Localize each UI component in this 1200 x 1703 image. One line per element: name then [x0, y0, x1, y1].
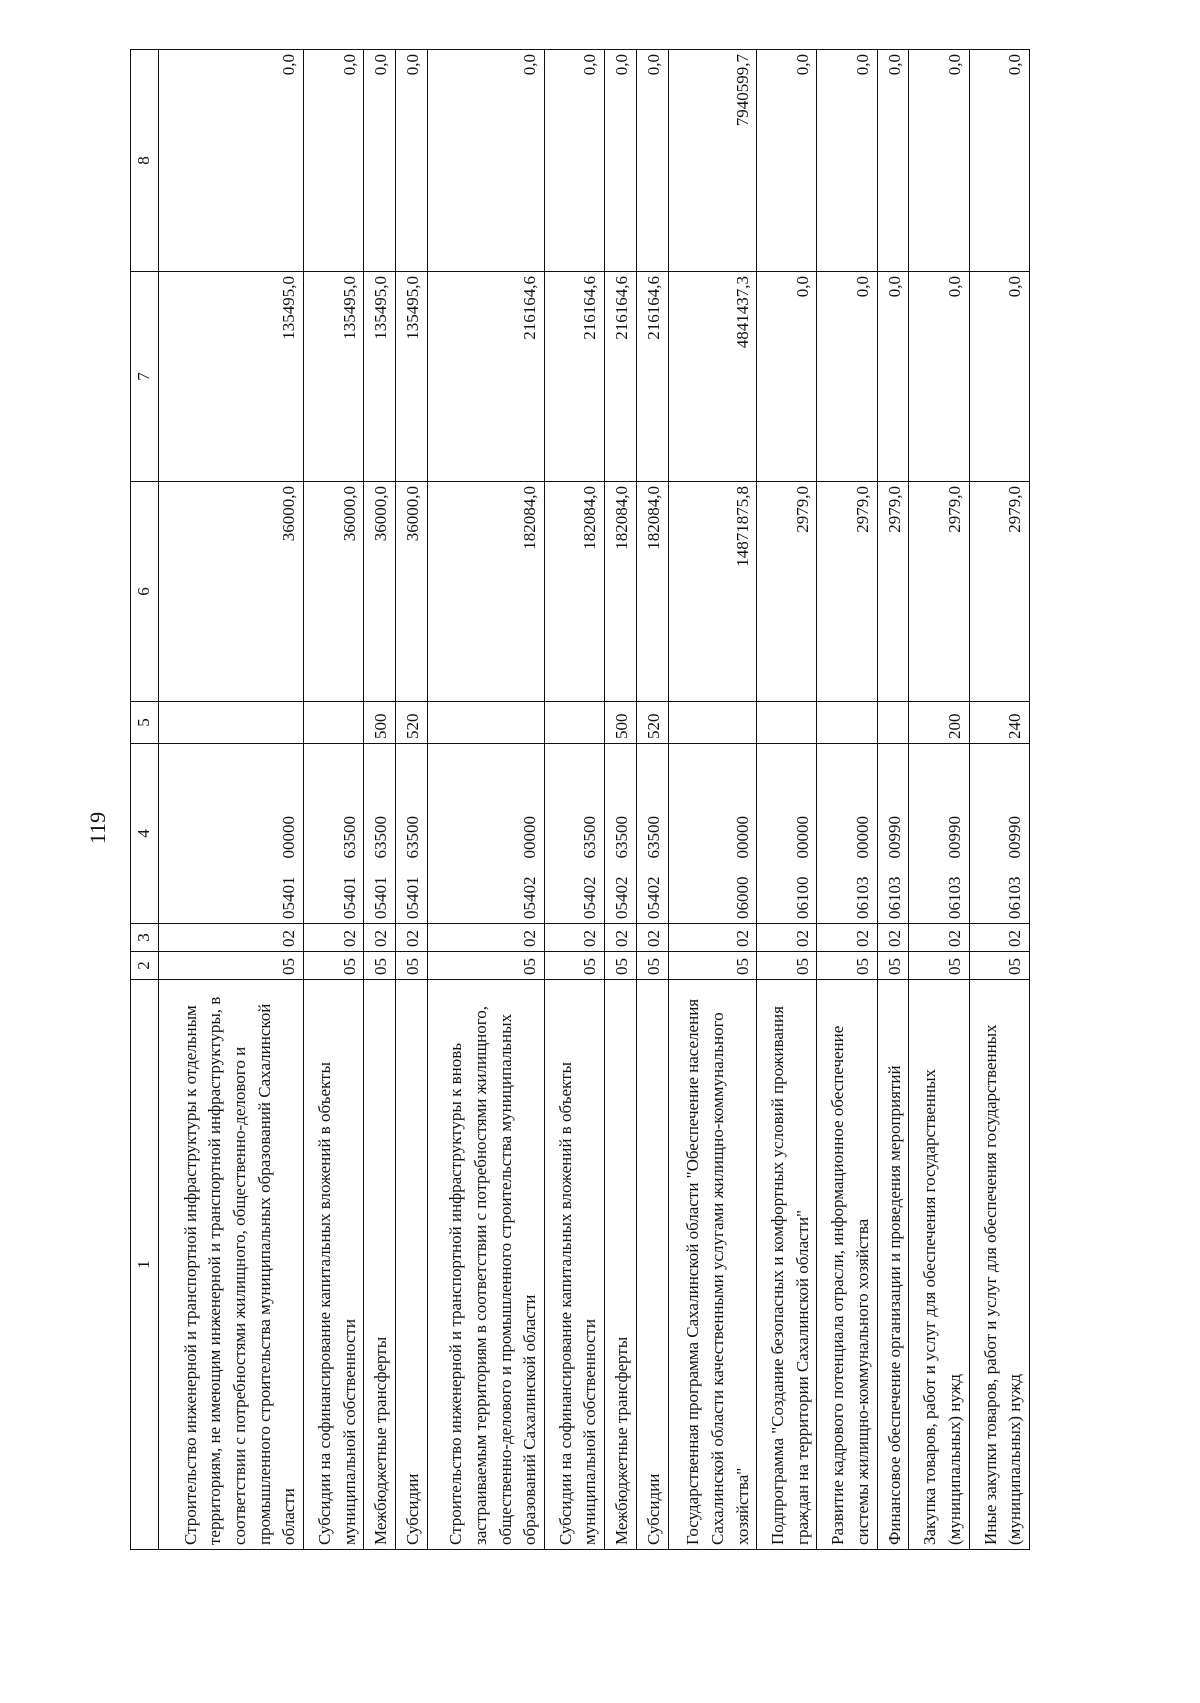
column-header: 2	[131, 952, 159, 980]
amount-column-8: 7940599,7	[668, 50, 757, 272]
amount-column-6: 2979,0	[909, 482, 969, 702]
amount-column-7: 216164,6	[427, 272, 544, 482]
amount-column-6: 36000,0	[303, 482, 363, 702]
program-code: 05402	[644, 876, 664, 919]
program-code: 05401	[403, 876, 423, 919]
expense-type-code: 500	[364, 702, 396, 744]
table-row	[909, 50, 969, 1550]
page-number: 119	[85, 811, 110, 845]
amount-column-6: 14871875,8	[668, 482, 757, 702]
amount-column-8: 0,0	[544, 50, 604, 272]
amount-column-7: 0,0	[877, 272, 909, 482]
amount-column-8: 0,0	[303, 50, 363, 272]
section-code: 05	[909, 952, 969, 980]
subsection-code: 02	[364, 924, 396, 952]
direction-code: 63500	[403, 816, 423, 859]
amount-column-6: 2979,0	[877, 482, 909, 702]
subsection-code: 02	[757, 924, 817, 952]
target-article-code	[396, 744, 428, 924]
column-header: 8	[131, 50, 159, 272]
item-name: Закупка товаров, работ и услуг для обеспечения государственных (муниципальных) нужд	[909, 980, 969, 1550]
target-article-code	[817, 744, 877, 924]
item-name: Развитие кадрового потенциала отрасли, информационное обеспечение системы жилищно-коммунального хозяйства	[817, 980, 877, 1550]
column-header: 7	[131, 272, 159, 482]
target-article-code	[158, 744, 303, 924]
amount-column-8: 0,0	[636, 50, 668, 272]
item-name: Строительство инженерной и транспортной инфраструктуры к вновь застраиваемым территориям в соответствии с потребностями жилищного, общественно-делового и промышленного строительства муниципальных образований Сахалинской области	[427, 980, 544, 1550]
amount-column-8: 0,0	[605, 50, 637, 272]
section-code: 05	[427, 952, 544, 980]
amount-column-6: 2979,0	[757, 482, 817, 702]
subsection-code: 02	[605, 924, 637, 952]
subsection-code: 02	[909, 924, 969, 952]
table-row	[303, 50, 363, 1550]
program-code: 05402	[520, 876, 540, 919]
subsection-code: 02	[544, 924, 604, 952]
target-article-code	[969, 744, 1029, 924]
expense-type-code	[427, 702, 544, 744]
amount-column-7: 0,0	[969, 272, 1029, 482]
table-row	[817, 50, 877, 1550]
section-code: 05	[396, 952, 428, 980]
amount-column-8: 0,0	[396, 50, 428, 272]
table-row	[396, 50, 428, 1550]
target-article-code	[605, 744, 637, 924]
expense-type-code: 520	[396, 702, 428, 744]
table-body	[158, 50, 1029, 1550]
amount-column-6: 36000,0	[396, 482, 428, 702]
column-header: 5	[131, 702, 159, 744]
budget-table	[130, 49, 1030, 1550]
section-code: 05	[668, 952, 757, 980]
target-article-code	[427, 744, 544, 924]
program-code: 06103	[945, 876, 965, 919]
amount-column-7: 135495,0	[396, 272, 428, 482]
amount-column-6: 182084,0	[427, 482, 544, 702]
subsection-code: 02	[303, 924, 363, 952]
expense-type-code: 240	[969, 702, 1029, 744]
header-row	[131, 50, 159, 1550]
table-row	[364, 50, 396, 1550]
amount-column-7: 135495,0	[364, 272, 396, 482]
target-article-code	[364, 744, 396, 924]
target-article-code	[636, 744, 668, 924]
direction-code: 00990	[945, 816, 965, 859]
item-name: Строительство инженерной и транспортной инфраструктуры к отдельным территориям, не имеющим инженерной и транспортной инфраструктуры, в соответствии с потребностями жилищного, общественно-делового и промышленного строительства муниципальных образований Сахалинской области	[158, 980, 303, 1550]
amount-column-8: 0,0	[877, 50, 909, 272]
column-header: 3	[131, 924, 159, 952]
item-name: Субсидии на софинансирование капитальных вложений в объекты муниципальной собственности	[544, 980, 604, 1550]
item-name: Межбюджетные трансферты	[364, 980, 396, 1550]
amount-column-6: 2979,0	[817, 482, 877, 702]
subsection-code: 02	[668, 924, 757, 952]
amount-column-6: 36000,0	[158, 482, 303, 702]
subsection-code: 02	[396, 924, 428, 952]
direction-code: 00990	[884, 816, 904, 859]
amount-column-8: 0,0	[158, 50, 303, 272]
direction-code: 63500	[612, 816, 632, 859]
amount-column-8: 0,0	[969, 50, 1029, 272]
program-code: 05402	[580, 876, 600, 919]
amount-column-7: 0,0	[757, 272, 817, 482]
column-header: 4	[131, 744, 159, 924]
table-row	[544, 50, 604, 1550]
expense-type-code	[668, 702, 757, 744]
section-code: 05	[757, 952, 817, 980]
amount-column-7: 4841437,3	[668, 272, 757, 482]
section-code: 05	[636, 952, 668, 980]
direction-code: 63500	[371, 816, 391, 859]
item-name: Финансовое обеспечение организации и проведения мероприятий	[877, 980, 909, 1550]
program-code: 06103	[1005, 876, 1025, 919]
subsection-code: 02	[817, 924, 877, 952]
table-row	[668, 50, 757, 1550]
direction-code: 63500	[339, 816, 359, 859]
program-code: 06103	[853, 876, 873, 919]
column-header: 1	[131, 980, 159, 1550]
section-code: 05	[303, 952, 363, 980]
direction-code: 00000	[792, 816, 812, 859]
direction-code: 00000	[279, 816, 299, 859]
expense-type-code	[544, 702, 604, 744]
column-header: 6	[131, 482, 159, 702]
expense-type-code	[817, 702, 877, 744]
item-name: Подпрограмма "Создание безопасных и комфортных условий проживания граждан на территории Сахалинской области"	[757, 980, 817, 1550]
table-row	[757, 50, 817, 1550]
amount-column-6: 182084,0	[544, 482, 604, 702]
item-name: Иные закупки товаров, работ и услуг для обеспечения государственных (муниципальных) нужд	[969, 980, 1029, 1550]
subsection-code: 02	[158, 924, 303, 952]
subsection-code: 02	[877, 924, 909, 952]
item-name: Субсидии на софинансирование капитальных вложений в объекты муниципальной собственности	[303, 980, 363, 1550]
expense-type-code: 500	[605, 702, 637, 744]
amount-column-7: 0,0	[817, 272, 877, 482]
section-code: 05	[364, 952, 396, 980]
amount-column-7: 0,0	[909, 272, 969, 482]
subsection-code: 02	[969, 924, 1029, 952]
expense-type-code	[303, 702, 363, 744]
section-code: 05	[969, 952, 1029, 980]
table-row	[158, 50, 303, 1550]
expense-type-code	[877, 702, 909, 744]
subsection-code: 02	[427, 924, 544, 952]
amount-column-8: 0,0	[427, 50, 544, 272]
program-code: 05401	[371, 876, 391, 919]
target-article-code	[668, 744, 757, 924]
item-name: Субсидии	[396, 980, 428, 1550]
amount-column-8: 0,0	[364, 50, 396, 272]
amount-column-7: 216164,6	[605, 272, 637, 482]
rotated-sheet	[130, 50, 1030, 1550]
amount-column-8: 0,0	[817, 50, 877, 272]
expense-type-code: 520	[636, 702, 668, 744]
program-code: 06103	[884, 876, 904, 919]
amount-column-6: 182084,0	[636, 482, 668, 702]
amount-column-7: 216164,6	[544, 272, 604, 482]
direction-code: 00000	[520, 816, 540, 859]
target-article-code	[303, 744, 363, 924]
target-article-code	[909, 744, 969, 924]
expense-type-code	[158, 702, 303, 744]
section-code: 05	[544, 952, 604, 980]
amount-column-7: 135495,0	[303, 272, 363, 482]
program-code: 05402	[612, 876, 632, 919]
item-name: Субсидии	[636, 980, 668, 1550]
table-row	[427, 50, 544, 1550]
section-code: 05	[158, 952, 303, 980]
table-row	[877, 50, 909, 1550]
expense-type-code: 200	[909, 702, 969, 744]
target-article-code	[757, 744, 817, 924]
program-code: 06000	[732, 876, 752, 919]
subsection-code: 02	[636, 924, 668, 952]
table-row	[969, 50, 1029, 1550]
direction-code: 63500	[644, 816, 664, 859]
item-name: Государственная программа Сахалинской области "Обеспечение населения Сахалинской области качественными услугами жилищно-коммунального хозяйства"	[668, 980, 757, 1550]
direction-code: 00990	[1005, 816, 1025, 859]
amount-column-8: 0,0	[909, 50, 969, 272]
table-row	[636, 50, 668, 1550]
section-code: 05	[877, 952, 909, 980]
amount-column-6: 2979,0	[969, 482, 1029, 702]
program-code: 06100	[792, 876, 812, 919]
target-article-code	[877, 744, 909, 924]
amount-column-7: 216164,6	[636, 272, 668, 482]
target-article-code	[544, 744, 604, 924]
item-name: Межбюджетные трансферты	[605, 980, 637, 1550]
direction-code: 00000	[853, 816, 873, 859]
program-code: 05401	[339, 876, 359, 919]
section-code: 05	[605, 952, 637, 980]
amount-column-8: 0,0	[757, 50, 817, 272]
section-code: 05	[817, 952, 877, 980]
direction-code: 00000	[732, 816, 752, 859]
amount-column-6: 36000,0	[364, 482, 396, 702]
program-code: 05401	[279, 876, 299, 919]
amount-column-7: 135495,0	[158, 272, 303, 482]
amount-column-6: 182084,0	[605, 482, 637, 702]
table-row	[605, 50, 637, 1550]
direction-code: 63500	[580, 816, 600, 859]
expense-type-code	[757, 702, 817, 744]
